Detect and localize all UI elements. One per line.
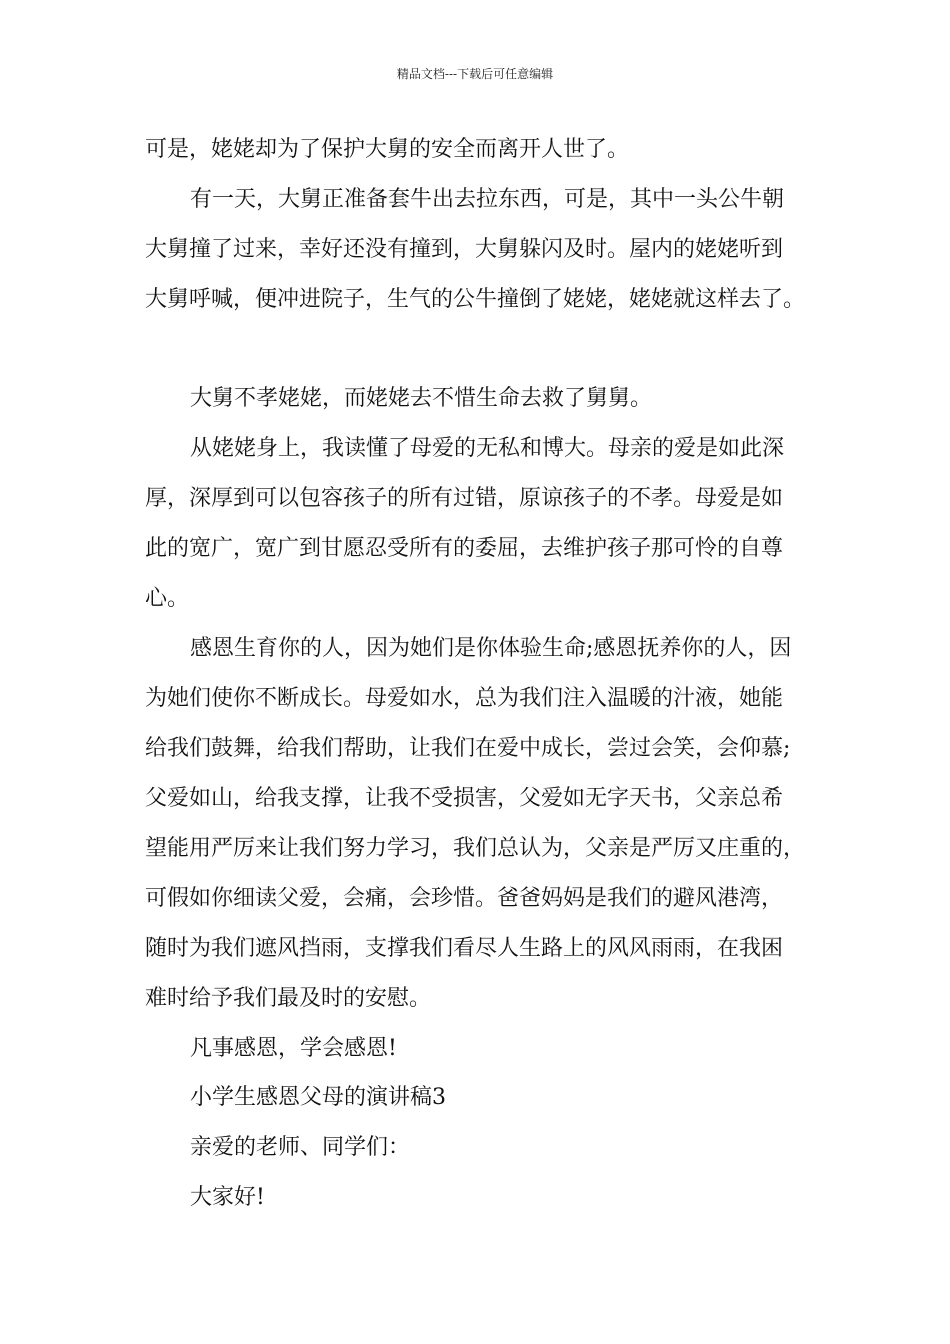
body-line: 心。 [145,586,190,611]
page-header: 精品文档---下载后可任意编辑 [396,67,554,81]
body-line: 为她们使你不断成长。母爱如水，总为我们注入温暖的汁液，她能 [145,686,784,711]
body-line: 随时为我们遮风挡雨，支撑我们看尽人生路上的风风雨雨，在我困 [145,936,784,961]
body-line: 凡事感恩，学会感恩! [190,1036,397,1061]
body-line: 从姥姥身上，我读懂了母爱的无私和博大。母亲的爱是如此深 [190,436,785,461]
body-line: 父爱如山，给我支撑，让我不受损害，父爱如无字天书，父亲总希 [145,786,784,811]
body-line: 大舅呼喊，便冲进院子，生气的公牛撞倒了姥姥，姥姥就这样去了。 [145,287,806,312]
body-line: 有一天，大舅正准备套牛出去拉东西，可是，其中一头公牛朝 [190,187,785,212]
body-line: 此的宽广，宽广到甘愿忍受所有的委屈，去维护孩子那可怜的自尊 [145,536,784,561]
body-line: 望能用严厉来让我们努力学习，我们总认为，父亲是严厉又庄重的， [145,836,806,861]
body-line: 大舅不孝姥姥，而姥姥去不惜生命去救了舅舅。 [190,386,653,411]
body-line: 感恩生育你的人，因为她们是你体验生命;感恩抚养你的人，因 [190,636,792,661]
body-line: 大舅撞了过来，幸好还没有撞到，大舅躲闪及时。屋内的姥姥听到 [145,237,784,262]
body-line: 厚，深厚到可以包容孩子的所有过错，原谅孩子的不孝。母爱是如 [145,486,784,511]
body-line: 可是，姥姥却为了保护大舅的安全而离开人世了。 [145,137,630,162]
body-line: 亲爱的老师、同学们： [190,1135,411,1160]
body-line: 大家好! [190,1185,265,1210]
body-line: 难时给予我们最及时的安慰。 [145,986,432,1011]
body-line: 给我们鼓舞，给我们帮助，让我们在爱中成长，尝过会笑，会仰慕; [145,736,791,761]
body-line: 可假如你细读父爱，会痛，会珍惜。爸爸妈妈是我们的避风港湾， [145,886,784,911]
body-line: 小学生感恩父母的演讲稿3 [190,1085,446,1110]
